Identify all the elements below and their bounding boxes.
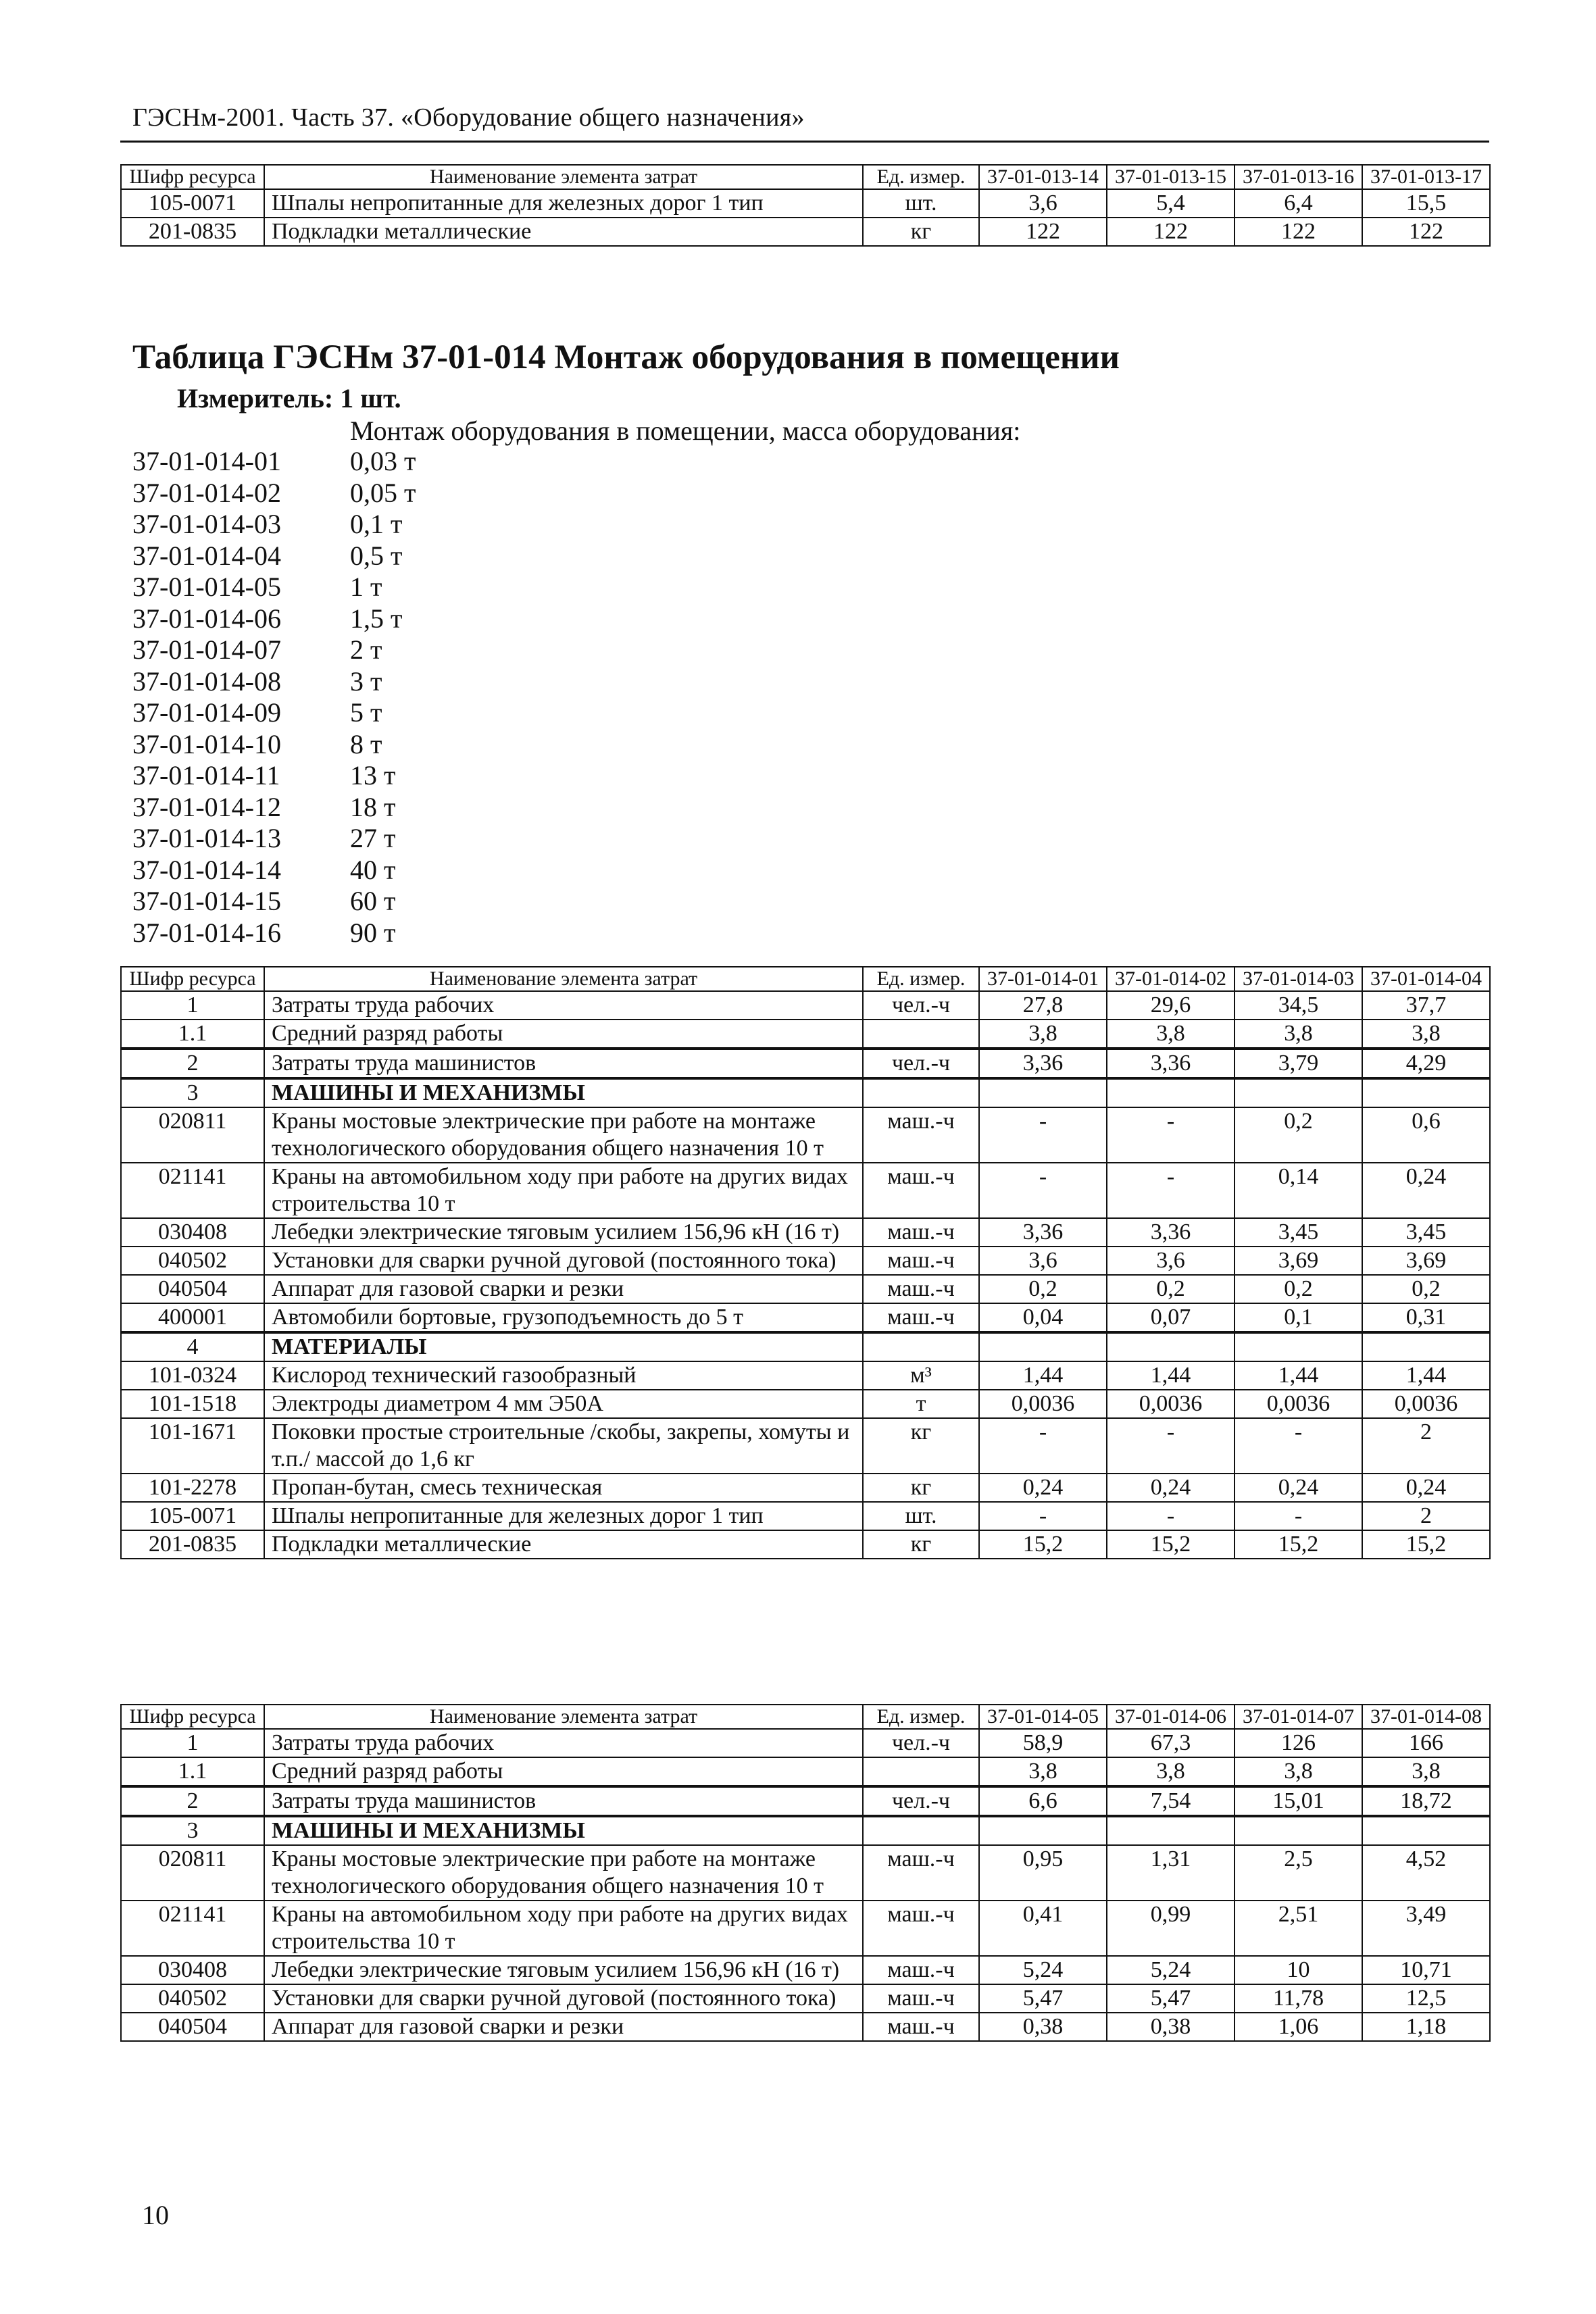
- cell-value: -: [979, 1163, 1107, 1218]
- position-code: 37-01-014-16: [132, 917, 281, 948]
- cell-value: 0,1: [1235, 1303, 1362, 1332]
- table-row: [121, 1049, 1490, 1078]
- cell-code: 2: [121, 1049, 264, 1078]
- cell-value: 15,5: [1362, 189, 1490, 218]
- cell-code: 1.1: [121, 1020, 264, 1049]
- cell-name: Аппарат для газовой сварки и резки: [264, 1275, 863, 1303]
- cell-name: Пропан-бутан, смесь техническая: [264, 1474, 863, 1502]
- cell-code: 021141: [121, 1901, 264, 1956]
- cell-name: Затраты труда машинистов: [264, 1786, 863, 1816]
- cell-value: [1235, 1078, 1362, 1107]
- position-value: 8 т: [350, 728, 382, 759]
- cell-value: [1235, 1816, 1362, 1845]
- cell-name: Средний разряд работы: [264, 1020, 863, 1049]
- cell-value: 29,6: [1107, 991, 1235, 1020]
- cell-value: 0,0036: [1235, 1390, 1362, 1418]
- column-header-position: 37-01-014-03: [1235, 967, 1362, 991]
- position-code: 37-01-014-08: [132, 665, 281, 697]
- cell-unit: [863, 1816, 979, 1845]
- table-row: [121, 991, 1490, 1020]
- column-header-position: 37-01-013-16: [1235, 165, 1362, 189]
- cell-value: 12,5: [1362, 1984, 1490, 2013]
- cell-code: 030408: [121, 1218, 264, 1247]
- position-code: 37-01-014-04: [132, 540, 281, 571]
- cell-value: 5,47: [1107, 1984, 1235, 2013]
- cell-value: 18,72: [1362, 1786, 1490, 1816]
- cell-name: Подкладки металлические: [264, 1530, 863, 1559]
- cell-value: 15,2: [1107, 1530, 1235, 1559]
- position-code: 37-01-014-02: [132, 477, 281, 508]
- cell-value: 7,54: [1107, 1786, 1235, 1816]
- cell-name: Затраты труда машинистов: [264, 1049, 863, 1078]
- position-value: 18 т: [350, 791, 396, 822]
- cell-name: Краны мостовые электрические при работе на монтаже технологического оборудования общего назначения 10 т: [264, 1107, 863, 1163]
- cell-unit: кг: [863, 1418, 979, 1474]
- table-row: [121, 189, 1490, 218]
- table-row: [121, 1107, 1490, 1163]
- cell-value: 3,49: [1362, 1901, 1490, 1956]
- column-header-position: 37-01-014-01: [979, 967, 1107, 991]
- column-header-unit: Ед. измер.: [863, 165, 979, 189]
- cell-value: 1,18: [1362, 2013, 1490, 2041]
- resource-table-a: [120, 966, 1491, 1559]
- cell-value: [1235, 1332, 1362, 1361]
- position-code: 37-01-014-05: [132, 572, 281, 602]
- cell-name: МАТЕРИАЛЫ: [264, 1332, 863, 1361]
- cell-value: 3,8: [1107, 1020, 1235, 1049]
- cell-code: 040504: [121, 2013, 264, 2041]
- cell-code: 201-0835: [121, 218, 264, 246]
- cell-value: -: [1107, 1418, 1235, 1474]
- cell-value: 3,69: [1235, 1247, 1362, 1275]
- cell-value: 58,9: [979, 1729, 1107, 1757]
- cell-value: 3,36: [1107, 1049, 1235, 1078]
- cell-code: 020811: [121, 1107, 264, 1163]
- table-row: [121, 1332, 1490, 1361]
- cell-code: 1: [121, 991, 264, 1020]
- top-resource-table: [120, 164, 1491, 247]
- column-header-position: 37-01-014-07: [1235, 1705, 1362, 1729]
- position-value: 0,03 т: [350, 446, 416, 476]
- cell-value: 0,2: [1235, 1275, 1362, 1303]
- cell-value: 122: [1362, 218, 1490, 246]
- position-code: 37-01-014-13: [132, 823, 281, 853]
- cell-unit: маш.-ч: [863, 1218, 979, 1247]
- cell-unit: [863, 1757, 979, 1786]
- cell-value: 3,8: [1362, 1757, 1490, 1786]
- table-row: [121, 1163, 1490, 1218]
- measure-intro: Монтаж оборудования в помещении, масса оборудования:: [350, 416, 1021, 446]
- position-value: 2 т: [350, 634, 382, 665]
- cell-value: [1107, 1078, 1235, 1107]
- cell-value: 2: [1362, 1418, 1490, 1474]
- cell-value: [979, 1816, 1107, 1845]
- cell-value: 4,52: [1362, 1845, 1490, 1901]
- column-header-name: Наименование элемента затрат: [264, 1705, 863, 1729]
- cell-value: 0,38: [1107, 2013, 1235, 2041]
- cell-value: 37,7: [1362, 991, 1490, 1020]
- cell-value: 0,04: [979, 1303, 1107, 1332]
- table-row: [121, 1786, 1490, 1816]
- column-header-position: 37-01-013-17: [1362, 165, 1490, 189]
- position-code: 37-01-014-01: [132, 446, 281, 476]
- cell-value: 0,2: [1235, 1107, 1362, 1163]
- cell-unit: шт.: [863, 189, 979, 218]
- cell-code: 101-1518: [121, 1390, 264, 1418]
- cell-value: 1,44: [1107, 1361, 1235, 1390]
- table-row: [121, 1218, 1490, 1247]
- cell-unit: маш.-ч: [863, 1303, 979, 1332]
- cell-value: 0,99: [1107, 1901, 1235, 1956]
- cell-value: 15,2: [1235, 1530, 1362, 1559]
- cell-value: 0,0036: [1362, 1390, 1490, 1418]
- cell-value: 3,8: [979, 1020, 1107, 1049]
- cell-value: 0,24: [1362, 1163, 1490, 1218]
- cell-unit: маш.-ч: [863, 1275, 979, 1303]
- cell-value: 3,6: [979, 1247, 1107, 1275]
- cell-value: 0,2: [979, 1275, 1107, 1303]
- cell-value: 10,71: [1362, 1956, 1490, 1984]
- cell-value: 0,24: [1235, 1474, 1362, 1502]
- cell-value: 1,06: [1235, 2013, 1362, 2041]
- position-code: 37-01-014-06: [132, 603, 281, 634]
- cell-value: 0,14: [1235, 1163, 1362, 1218]
- cell-code: 400001: [121, 1303, 264, 1332]
- position-value: 40 т: [350, 854, 396, 885]
- column-header-code: Шифр ресурса: [121, 967, 264, 991]
- cell-name: Затраты труда рабочих: [264, 991, 863, 1020]
- cell-unit: шт.: [863, 1502, 979, 1530]
- cell-value: 0,6: [1362, 1107, 1490, 1163]
- column-header-position: 37-01-013-14: [979, 165, 1107, 189]
- cell-name: Установки для сварки ручной дуговой (постоянного тока): [264, 1247, 863, 1275]
- table-row: [121, 1502, 1490, 1530]
- cell-name: Затраты труда рабочих: [264, 1729, 863, 1757]
- cell-value: [1362, 1332, 1490, 1361]
- cell-name: МАШИНЫ И МЕХАНИЗМЫ: [264, 1078, 863, 1107]
- position-value: 90 т: [350, 917, 396, 948]
- table-row: [121, 1418, 1490, 1474]
- cell-value: 6,6: [979, 1786, 1107, 1816]
- position-value: 13 т: [350, 760, 396, 790]
- cell-unit: чел.-ч: [863, 1786, 979, 1816]
- cell-code: 020811: [121, 1845, 264, 1901]
- cell-value: -: [1107, 1502, 1235, 1530]
- cell-value: 0,2: [1107, 1275, 1235, 1303]
- cell-value: [1107, 1332, 1235, 1361]
- cell-value: 15,01: [1235, 1786, 1362, 1816]
- cell-value: 27,8: [979, 991, 1107, 1020]
- cell-code: 101-0324: [121, 1361, 264, 1390]
- cell-value: 0,38: [979, 2013, 1107, 2041]
- column-header-position: 37-01-014-06: [1107, 1705, 1235, 1729]
- cell-value: -: [1107, 1163, 1235, 1218]
- table-row: [121, 1275, 1490, 1303]
- column-header-name: Наименование элемента затрат: [264, 165, 863, 189]
- cell-value: 3,36: [979, 1218, 1107, 1247]
- table-row: [121, 1020, 1490, 1049]
- cell-value: 15,2: [979, 1530, 1107, 1559]
- position-code: 37-01-014-15: [132, 886, 281, 916]
- cell-code: 201-0835: [121, 1530, 264, 1559]
- cell-value: 3,8: [1235, 1020, 1362, 1049]
- cell-value: -: [1235, 1418, 1362, 1474]
- cell-value: 122: [1235, 218, 1362, 246]
- cell-name: Аппарат для газовой сварки и резки: [264, 2013, 863, 2041]
- table-header-row: [121, 967, 1490, 991]
- cell-name: Электроды диаметром 4 мм Э50А: [264, 1390, 863, 1418]
- cell-value: [1107, 1816, 1235, 1845]
- cell-code: 030408: [121, 1956, 264, 1984]
- cell-name: Средний разряд работы: [264, 1757, 863, 1786]
- cell-value: 0,95: [979, 1845, 1107, 1901]
- cell-unit: маш.-ч: [863, 1956, 979, 1984]
- cell-value: 1,44: [1362, 1361, 1490, 1390]
- column-header-position: 37-01-014-04: [1362, 967, 1490, 991]
- cell-value: 2,51: [1235, 1901, 1362, 1956]
- cell-code: 105-0071: [121, 189, 264, 218]
- position-code: 37-01-014-07: [132, 634, 281, 665]
- column-header-position: 37-01-014-08: [1362, 1705, 1490, 1729]
- cell-value: 0,2: [1362, 1275, 1490, 1303]
- cell-code: 3: [121, 1078, 264, 1107]
- column-header-unit: Ед. измер.: [863, 967, 979, 991]
- cell-unit: кг: [863, 1530, 979, 1559]
- column-header-position: 37-01-013-15: [1107, 165, 1235, 189]
- cell-value: 3,6: [1107, 1247, 1235, 1275]
- cell-unit: маш.-ч: [863, 1901, 979, 1956]
- cell-name: Поковки простые строительные /скобы, закрепы, хомуты и т.п./ массой до 1,6 кг: [264, 1418, 863, 1474]
- cell-value: 0,24: [1362, 1474, 1490, 1502]
- cell-unit: кг: [863, 1474, 979, 1502]
- cell-value: 1,44: [1235, 1361, 1362, 1390]
- cell-code: 1.1: [121, 1757, 264, 1786]
- table-row: [121, 1247, 1490, 1275]
- position-value: 60 т: [350, 886, 396, 916]
- cell-value: 3,69: [1362, 1247, 1490, 1275]
- running-header: ГЭСНм-2001. Часть 37. «Оборудование общего назначения»: [132, 103, 805, 132]
- column-header-position: 37-01-014-05: [979, 1705, 1107, 1729]
- cell-value: 34,5: [1235, 991, 1362, 1020]
- cell-unit: маш.-ч: [863, 1984, 979, 2013]
- cell-unit: чел.-ч: [863, 1049, 979, 1078]
- position-code: 37-01-014-03: [132, 509, 281, 539]
- position-values: [350, 446, 416, 949]
- cell-unit: чел.-ч: [863, 1729, 979, 1757]
- position-value: 5 т: [350, 697, 382, 728]
- cell-name: Краны мостовые электрические при работе на монтаже технологического оборудования общего назначения 10 т: [264, 1845, 863, 1901]
- cell-name: Шпалы непропитанные для железных дорог 1 тип: [264, 189, 863, 218]
- cell-code: 040502: [121, 1984, 264, 2013]
- cell-value: -: [1235, 1502, 1362, 1530]
- cell-code: 040504: [121, 1275, 264, 1303]
- cell-unit: маш.-ч: [863, 2013, 979, 2041]
- cell-value: 0,0036: [979, 1390, 1107, 1418]
- cell-value: 0,0036: [1107, 1390, 1235, 1418]
- table-row: [121, 1474, 1490, 1502]
- cell-value: 5,4: [1107, 189, 1235, 218]
- cell-value: 122: [979, 218, 1107, 246]
- cell-code: 4: [121, 1332, 264, 1361]
- table-row: [121, 1303, 1490, 1332]
- position-code: 37-01-014-11: [132, 760, 280, 790]
- cell-value: 122: [1107, 218, 1235, 246]
- table-row: [121, 218, 1490, 246]
- position-value: 0,05 т: [350, 477, 416, 508]
- column-header-code: Шифр ресурса: [121, 1705, 264, 1729]
- cell-code: 101-2278: [121, 1474, 264, 1502]
- cell-value: 11,78: [1235, 1984, 1362, 2013]
- cell-code: 2: [121, 1786, 264, 1816]
- cell-unit: маш.-ч: [863, 1247, 979, 1275]
- cell-value: 0,24: [979, 1474, 1107, 1502]
- cell-value: 3,8: [979, 1757, 1107, 1786]
- position-value: 0,1 т: [350, 509, 403, 539]
- cell-code: 3: [121, 1816, 264, 1845]
- cell-value: 0,07: [1107, 1303, 1235, 1332]
- cell-unit: [863, 1332, 979, 1361]
- position-value: 27 т: [350, 823, 396, 853]
- cell-value: 3,79: [1235, 1049, 1362, 1078]
- position-code: 37-01-014-14: [132, 854, 281, 885]
- cell-value: 3,8: [1235, 1757, 1362, 1786]
- cell-name: Краны на автомобильном ходу при работе на других видах строительства 10 т: [264, 1901, 863, 1956]
- cell-code: 101-1671: [121, 1418, 264, 1474]
- cell-code: 105-0071: [121, 1502, 264, 1530]
- cell-value: 1,44: [979, 1361, 1107, 1390]
- cell-value: 0,31: [1362, 1303, 1490, 1332]
- cell-value: 6,4: [1235, 189, 1362, 218]
- cell-value: [979, 1078, 1107, 1107]
- table-row: [121, 1901, 1490, 1956]
- cell-value: 3,36: [1107, 1218, 1235, 1247]
- cell-name: Кислород технический газообразный: [264, 1361, 863, 1390]
- table-row: [121, 1361, 1490, 1390]
- table-row: [121, 2013, 1490, 2041]
- cell-name: Шпалы непропитанные для железных дорог 1 тип: [264, 1502, 863, 1530]
- cell-value: 3,45: [1235, 1218, 1362, 1247]
- cell-value: 10: [1235, 1956, 1362, 1984]
- position-value: 0,5 т: [350, 540, 403, 571]
- position-value: 3 т: [350, 665, 382, 697]
- cell-value: [979, 1332, 1107, 1361]
- cell-unit: маш.-ч: [863, 1163, 979, 1218]
- cell-unit: [863, 1020, 979, 1049]
- cell-unit: м³: [863, 1361, 979, 1390]
- cell-name: Лебедки электрические тяговым усилием 156,96 кН (16 т): [264, 1218, 863, 1247]
- position-value: 1,5 т: [350, 603, 403, 634]
- cell-value: 3,36: [979, 1049, 1107, 1078]
- table-row: [121, 1729, 1490, 1757]
- column-header-position: 37-01-014-02: [1107, 967, 1235, 991]
- cell-value: 2: [1362, 1502, 1490, 1530]
- cell-value: 2,5: [1235, 1845, 1362, 1901]
- cell-value: -: [1107, 1107, 1235, 1163]
- section-title: Таблица ГЭСНм 37-01-014 Монтаж оборудования в помещении: [132, 338, 1120, 376]
- table-row: [121, 1530, 1490, 1559]
- cell-value: [1362, 1816, 1490, 1845]
- table-row: [121, 1757, 1490, 1786]
- cell-value: 166: [1362, 1729, 1490, 1757]
- table-row: [121, 1390, 1490, 1418]
- cell-value: 5,47: [979, 1984, 1107, 2013]
- table-row: [121, 1956, 1490, 1984]
- cell-value: -: [979, 1502, 1107, 1530]
- cell-value: 5,24: [979, 1956, 1107, 1984]
- resource-table-b: [120, 1704, 1491, 2042]
- column-header-code: Шифр ресурса: [121, 165, 264, 189]
- cell-name: Установки для сварки ручной дуговой (постоянного тока): [264, 1984, 863, 2013]
- cell-code: 021141: [121, 1163, 264, 1218]
- cell-name: Лебедки электрические тяговым усилием 156,96 кН (16 т): [264, 1956, 863, 1984]
- position-value: 1 т: [350, 572, 382, 602]
- column-header-name: Наименование элемента затрат: [264, 967, 863, 991]
- cell-value: 3,45: [1362, 1218, 1490, 1247]
- cell-unit: чел.-ч: [863, 991, 979, 1020]
- cell-value: 4,29: [1362, 1049, 1490, 1078]
- measure-label: Измеритель: 1 шт.: [177, 383, 401, 413]
- table-row: [121, 1845, 1490, 1901]
- cell-value: 67,3: [1107, 1729, 1235, 1757]
- cell-unit: маш.-ч: [863, 1845, 979, 1901]
- position-code: 37-01-014-09: [132, 697, 281, 728]
- cell-value: 5,24: [1107, 1956, 1235, 1984]
- page-number: 10: [142, 2200, 169, 2230]
- cell-value: -: [979, 1418, 1107, 1474]
- cell-unit: кг: [863, 218, 979, 246]
- column-header-unit: Ед. измер.: [863, 1705, 979, 1729]
- cell-name: Подкладки металлические: [264, 218, 863, 246]
- table-header-row: [121, 165, 1490, 189]
- table-row: [121, 1078, 1490, 1107]
- cell-value: [1362, 1078, 1490, 1107]
- table-row: [121, 1816, 1490, 1845]
- position-code: 37-01-014-12: [132, 791, 281, 822]
- cell-value: 126: [1235, 1729, 1362, 1757]
- cell-value: 0,24: [1107, 1474, 1235, 1502]
- cell-name: МАШИНЫ И МЕХАНИЗМЫ: [264, 1816, 863, 1845]
- position-codes: [132, 446, 281, 949]
- table-row: [121, 1984, 1490, 2013]
- cell-name: Автомобили бортовые, грузоподъемность до 5 т: [264, 1303, 863, 1332]
- cell-unit: т: [863, 1390, 979, 1418]
- cell-value: 3,8: [1107, 1757, 1235, 1786]
- header-rule: [120, 141, 1489, 143]
- cell-code: 040502: [121, 1247, 264, 1275]
- table-header-row: [121, 1705, 1490, 1729]
- cell-value: 3,6: [979, 189, 1107, 218]
- cell-unit: маш.-ч: [863, 1107, 979, 1163]
- cell-value: 15,2: [1362, 1530, 1490, 1559]
- cell-name: Краны на автомобильном ходу при работе на других видах строительства 10 т: [264, 1163, 863, 1218]
- cell-value: 3,8: [1362, 1020, 1490, 1049]
- cell-value: 1,31: [1107, 1845, 1235, 1901]
- position-code: 37-01-014-10: [132, 728, 281, 759]
- cell-value: -: [979, 1107, 1107, 1163]
- cell-code: 1: [121, 1729, 264, 1757]
- cell-value: 0,41: [979, 1901, 1107, 1956]
- cell-unit: [863, 1078, 979, 1107]
